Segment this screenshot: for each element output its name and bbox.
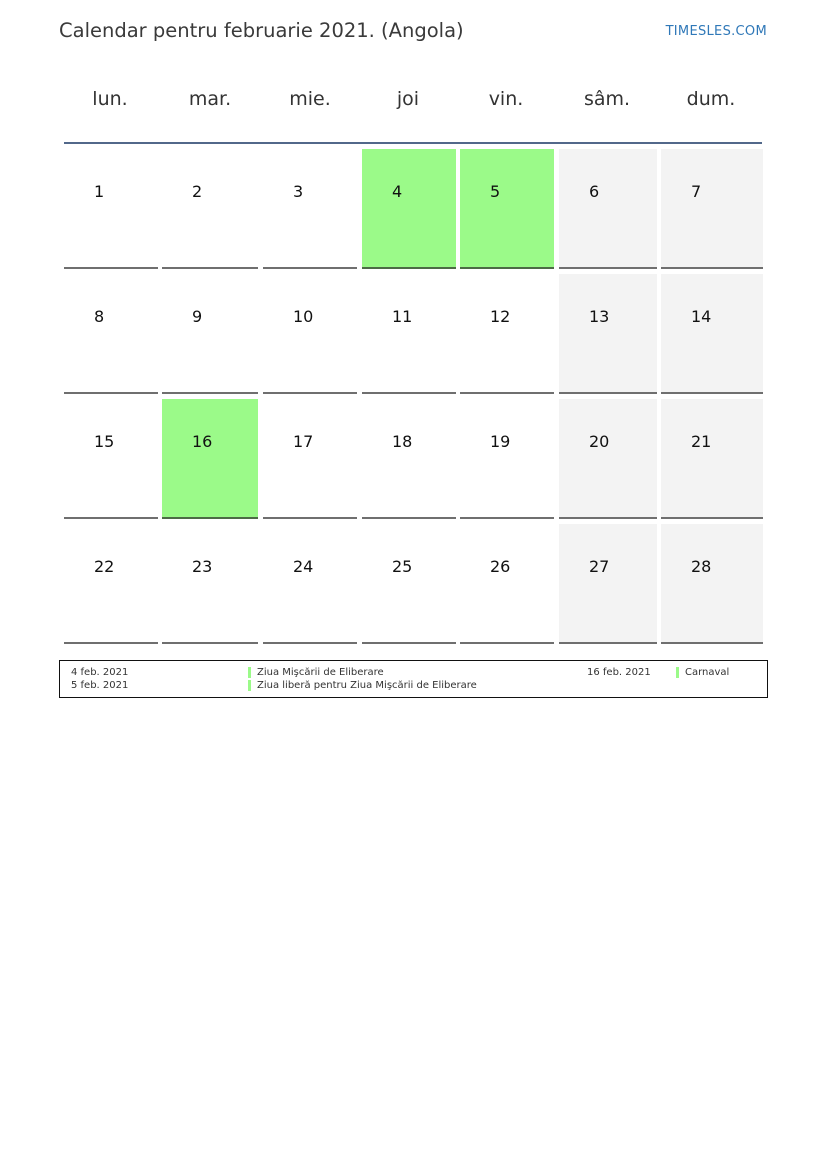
day-cell-weekend — [661, 399, 763, 519]
day-number: 10 — [293, 307, 314, 326]
day-number: 9 — [192, 307, 203, 326]
day-cell — [162, 274, 258, 394]
day-number: 7 — [691, 182, 702, 201]
day-number: 27 — [589, 557, 610, 576]
weekday-label: sâm. — [583, 88, 631, 110]
day-number: 12 — [490, 307, 511, 326]
day-number: 19 — [490, 432, 511, 451]
day-cell — [64, 524, 158, 644]
legend-color-swatch — [248, 680, 251, 691]
day-cell-holiday — [362, 149, 456, 269]
day-cell — [263, 524, 357, 644]
day-cell — [263, 274, 357, 394]
day-number: 26 — [490, 557, 511, 576]
day-number: 25 — [392, 557, 413, 576]
day-number: 14 — [691, 307, 712, 326]
day-cell-weekend — [559, 399, 657, 519]
day-cell-weekend — [661, 524, 763, 644]
day-number: 22 — [94, 557, 115, 576]
day-cell-holiday — [162, 399, 258, 519]
day-cell — [162, 524, 258, 644]
day-cell-weekend — [559, 524, 657, 644]
day-cell — [162, 149, 258, 269]
weekday-header — [64, 88, 762, 120]
day-number: 16 — [192, 432, 213, 451]
day-cell-weekend — [559, 149, 657, 269]
weekday-label: joi — [396, 88, 420, 110]
legend-holiday-name: Ziua Mişcării de Eliberare — [257, 667, 384, 678]
legend-color-swatch — [676, 667, 679, 678]
day-cell — [263, 399, 357, 519]
weekday-label: mar. — [188, 88, 232, 110]
holiday-legend — [59, 660, 768, 698]
day-number: 24 — [293, 557, 314, 576]
day-cell-weekend — [661, 149, 763, 269]
day-number: 28 — [691, 557, 712, 576]
day-cell-holiday — [460, 149, 554, 269]
day-number: 18 — [392, 432, 413, 451]
day-number: 23 — [192, 557, 213, 576]
day-number: 5 — [490, 182, 501, 201]
day-cell — [64, 399, 158, 519]
brand-link[interactable]: TIMESLES.COM — [665, 24, 767, 39]
legend-color-swatch — [248, 667, 251, 678]
day-cell-weekend — [559, 274, 657, 394]
day-cell — [460, 399, 554, 519]
legend-holiday-name: Ziua liberă pentru Ziua Mişcării de Eliberare — [257, 680, 477, 691]
legend-holiday-name: Carnaval — [685, 667, 730, 678]
day-cell — [362, 274, 456, 394]
day-cell — [64, 274, 158, 394]
day-cell — [64, 149, 158, 269]
legend-date: 5 feb. 2021 — [71, 680, 129, 691]
day-cell — [460, 524, 554, 644]
weekday-label: vin. — [488, 88, 524, 110]
day-number: 2 — [192, 182, 203, 201]
day-number: 6 — [589, 182, 600, 201]
weekday-label: mie. — [289, 88, 331, 110]
day-cell — [362, 399, 456, 519]
day-number: 1 — [94, 182, 105, 201]
day-number: 13 — [589, 307, 610, 326]
day-cell — [460, 274, 554, 394]
day-number: 3 — [293, 182, 304, 201]
day-number: 11 — [392, 307, 413, 326]
weekday-label: lun. — [92, 88, 128, 110]
header-divider — [64, 142, 762, 144]
day-number: 15 — [94, 432, 115, 451]
legend-date: 16 feb. 2021 — [587, 667, 651, 678]
day-cell-weekend — [661, 274, 763, 394]
day-cell — [263, 149, 357, 269]
day-number: 17 — [293, 432, 314, 451]
day-number: 4 — [392, 182, 403, 201]
day-number: 21 — [691, 432, 712, 451]
day-cell — [362, 524, 456, 644]
page-title: Calendar pentru februarie 2021. (Angola) — [59, 19, 464, 42]
day-number: 8 — [94, 307, 105, 326]
weekday-label: dum. — [686, 88, 736, 110]
legend-date: 4 feb. 2021 — [71, 667, 129, 678]
day-number: 20 — [589, 432, 610, 451]
